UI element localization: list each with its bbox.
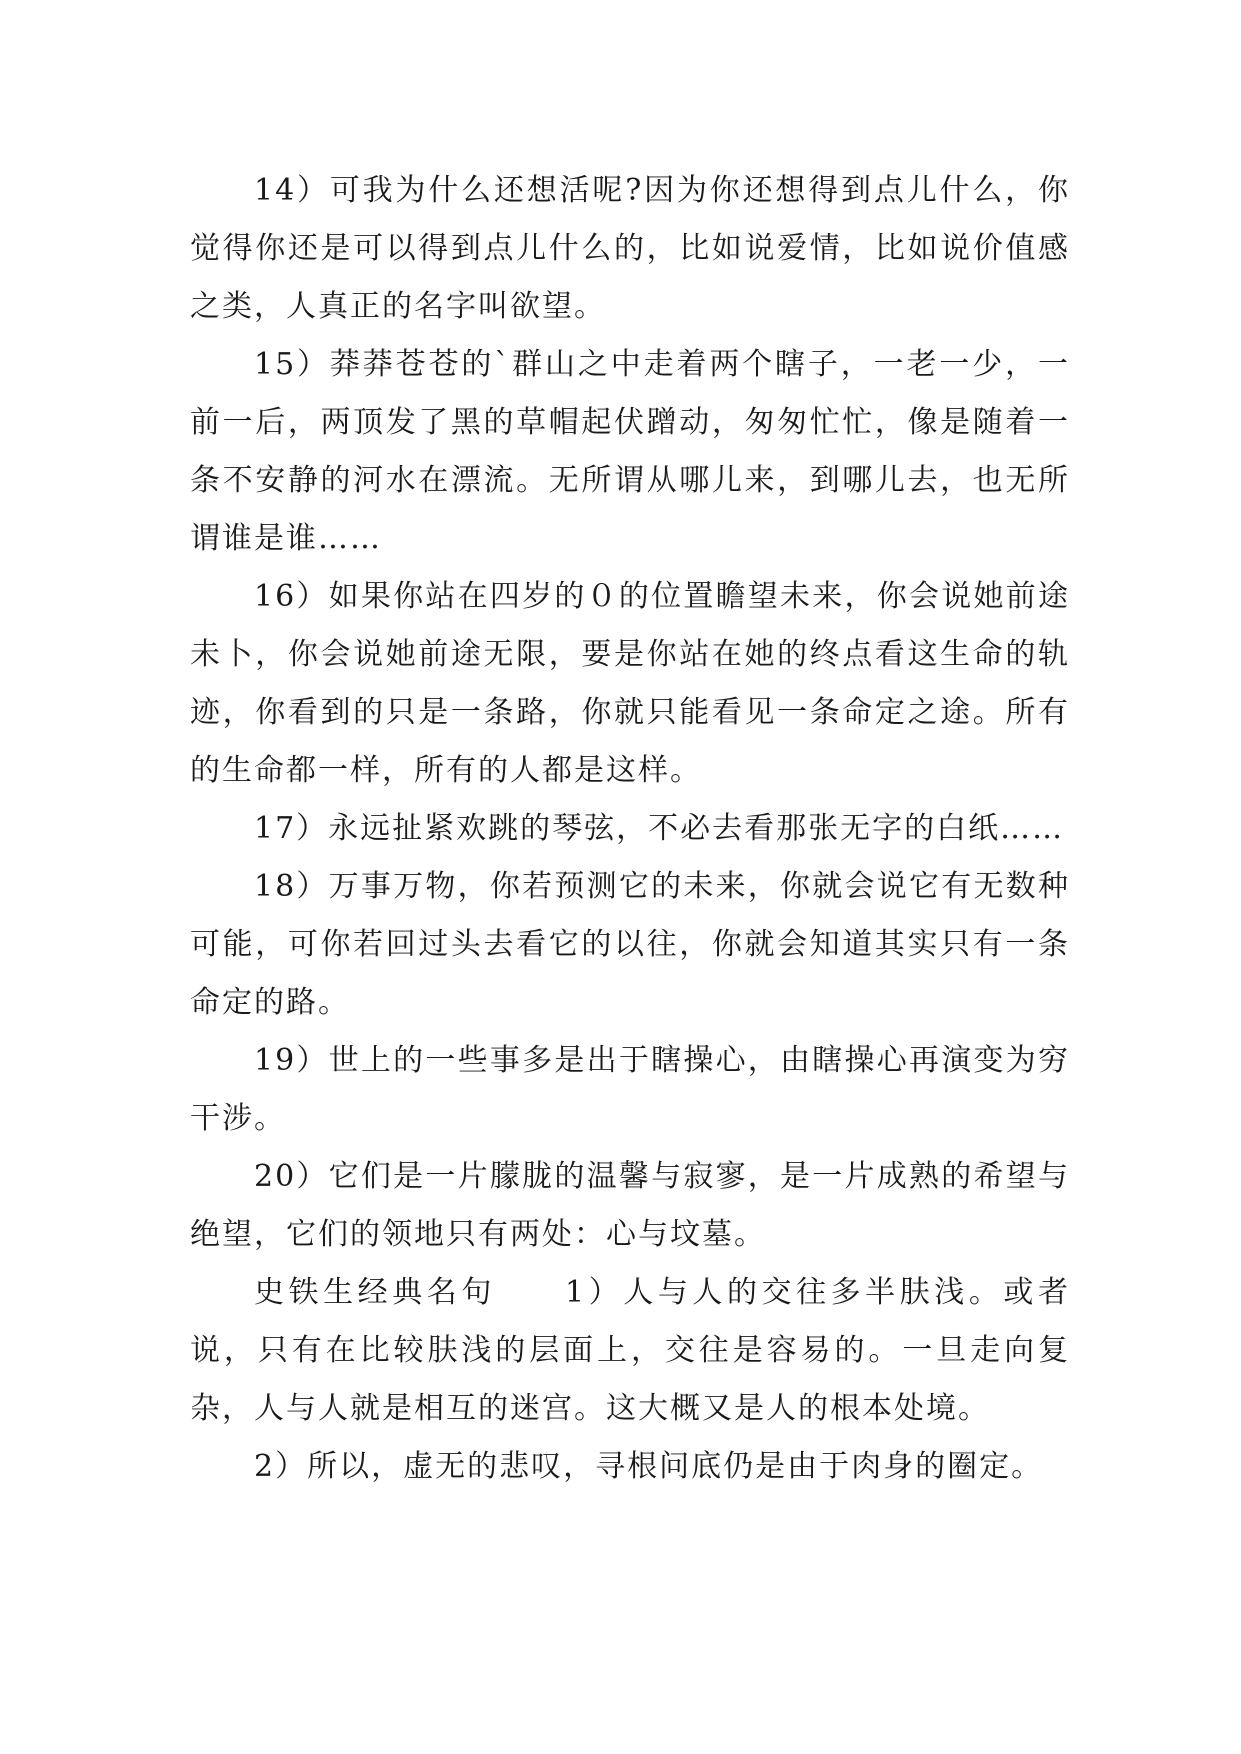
paragraph-14: 14）可我为什么还想活呢?因为你还想得到点儿什么，你觉得你还是可以得到点儿什么的，比如说爱情，比如说价值感之类，人真正的名字叫欲望。 bbox=[190, 173, 1070, 324]
paragraph-classic-quotes-2: 2）所以，虚无的悲叹，寻根问底仍是由于肉身的圈定。 bbox=[254, 1449, 1044, 1484]
document-body bbox=[190, 162, 1070, 1496]
paragraph-18: 18）万事万物，你若预测它的未来，你就会说它有无数种可能，可你若回过头去看它的以往，你就会知道其实只有一条命定的路。 bbox=[190, 869, 1070, 1020]
paragraph-16: 16）如果你站在四岁的０的位置瞻望未来，你会说她前途未卜，你会说她前途无限，要是你站在她的终点看这生命的轨迹，你看到的只是一条路，你就只能看见一条命定之途。所有的生命都一样，所有的人都是这样。 bbox=[190, 579, 1070, 788]
paragraph-15: 15）莽莽苍苍的`群山之中走着两个瞎子，一老一少，一前一后，两顶发了黑的草帽起伏蹭动，匆匆忙忙，像是随着一条不安静的河水在漂流。无所谓从哪儿来，到哪儿去，也无所谓谁是谁…… bbox=[190, 347, 1070, 556]
paragraph-19: 19）世上的一些事多是出于瞎操心，由瞎操心再演变为穷干涉。 bbox=[190, 1043, 1070, 1136]
paragraph-17: 17）永远扯紧欢跳的琴弦，不必去看那张无字的白纸…… bbox=[254, 811, 1065, 846]
paragraph-20: 20）它们是一片朦胧的温馨与寂寥，是一片成熟的希望与绝望，它们的领地只有两处：心与坟墓。 bbox=[190, 1159, 1070, 1252]
paragraph-classic-quotes-1: 史铁生经典名句 1）人与人的交往多半肤浅。或者说，只有在比较肤浅的层面上，交往是容易的。一旦走向复杂，人与人就是相互的迷宫。这大概又是人的根本处境。 bbox=[190, 1275, 1070, 1426]
